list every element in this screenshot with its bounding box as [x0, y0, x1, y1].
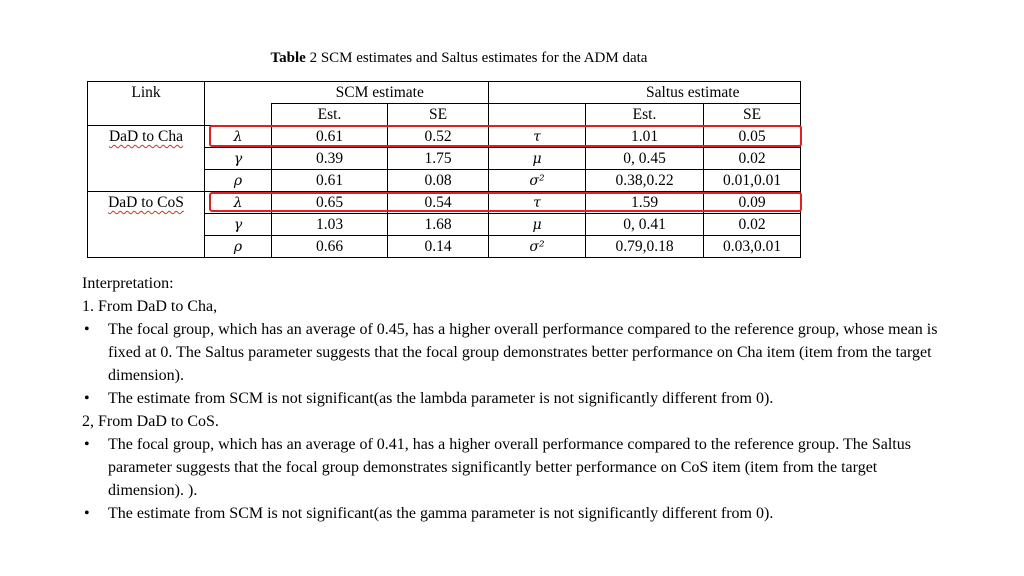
- saltus-est: 0, 0.41: [586, 214, 704, 236]
- estimates-table: [87, 81, 801, 258]
- row-link: [88, 126, 205, 148]
- highlight-box-cha: [209, 125, 802, 147]
- saltus-se: 0.09: [704, 192, 801, 214]
- scm-symbol: ρ: [205, 236, 272, 258]
- scm-se: 0.54: [388, 192, 489, 214]
- header-row: [88, 82, 801, 104]
- bullet-text: The focal group, which has an average of 0.41, has a higher overall performance compared to the reference group. The Saltus parameter suggests that the focal group demonstrates significantly better performance on CoS item (item from the target dimension). ).: [108, 436, 911, 499]
- bullet-item: [82, 502, 952, 525]
- saltus-symbol: τ: [489, 192, 586, 214]
- saltus-se: 0.01,0.01: [704, 170, 801, 192]
- row-link: [88, 214, 205, 236]
- interpretation-title: Interpretation:: [82, 275, 174, 292]
- header-scm: SCM estimate: [272, 82, 489, 104]
- caption-label: Table: [270, 50, 306, 66]
- row-link: [88, 192, 205, 214]
- scm-se: 1.75: [388, 148, 489, 170]
- scm-se: 0.14: [388, 236, 489, 258]
- row-link: [88, 236, 205, 258]
- saltus-se: 0.02: [704, 148, 801, 170]
- section-heading: 1. From DaD to Cha,: [82, 298, 218, 315]
- table-row: [88, 236, 801, 258]
- subheader-row: [88, 104, 801, 126]
- scm-est: 0.61: [272, 170, 388, 192]
- row-link-text: DaD to Cha: [108, 127, 184, 145]
- section-heading: 2, From DaD to CoS.: [82, 413, 219, 430]
- scm-symbol: λ: [205, 192, 272, 214]
- caption-text: 2 SCM estimates and Saltus estimates for the ADM data: [309, 50, 648, 66]
- table-row: [88, 148, 801, 170]
- row-link: [88, 170, 205, 192]
- subheader-scm-sym: [205, 104, 272, 126]
- table-row: [88, 214, 801, 236]
- saltus-symbol: μ: [489, 148, 586, 170]
- header-link: Link: [88, 82, 205, 104]
- bullet-icon: •: [84, 321, 90, 338]
- highlight-box-cos: [209, 192, 802, 212]
- scm-symbol: ρ: [205, 170, 272, 192]
- row-link: [88, 148, 205, 170]
- saltus-se: 0.03,0.01: [704, 236, 801, 258]
- subheader-link: [88, 104, 205, 126]
- scm-se: 0.08: [388, 170, 489, 192]
- interpretation: [82, 272, 952, 525]
- bullet-text: The estimate from SCM is not significant(as the gamma parameter is not significantly different from 0).: [108, 505, 774, 522]
- saltus-symbol: μ: [489, 214, 586, 236]
- bullet-text: The estimate from SCM is not significant(as the lambda parameter is not significantly different from 0).: [108, 390, 774, 407]
- row-link-text: DaD to CoS: [108, 193, 184, 211]
- saltus-symbol: τ: [489, 126, 586, 148]
- table-row: [88, 170, 801, 192]
- saltus-symbol: σ²: [489, 236, 586, 258]
- bullet-item: [82, 318, 952, 387]
- scm-se: 1.68: [388, 214, 489, 236]
- scm-symbol: λ: [205, 126, 272, 148]
- header-saltus-sym: [489, 82, 586, 104]
- subheader-saltus-se: SE: [704, 104, 801, 126]
- scm-est: 0.65: [272, 192, 388, 214]
- scm-est: 1.03: [272, 214, 388, 236]
- subheader-scm-est: Est.: [272, 104, 388, 126]
- saltus-est: 1.01: [586, 126, 704, 148]
- scm-symbol: γ: [205, 148, 272, 170]
- scm-est: 0.39: [272, 148, 388, 170]
- bullet-icon: •: [84, 436, 90, 453]
- subheader-scm-se: SE: [388, 104, 489, 126]
- header-scm-sym: [205, 82, 272, 104]
- bullet-icon: •: [84, 505, 90, 522]
- scm-se: 0.52: [388, 126, 489, 148]
- saltus-est: 1.59: [586, 192, 704, 214]
- bullet-item: [82, 433, 952, 502]
- scm-est: 0.61: [272, 126, 388, 148]
- saltus-est: 0, 0.45: [586, 148, 704, 170]
- table-caption: [0, 50, 918, 67]
- saltus-est: 0.79,0.18: [586, 236, 704, 258]
- saltus-se: 0.05: [704, 126, 801, 148]
- subheader-saltus-est: Est.: [586, 104, 704, 126]
- scm-symbol: γ: [205, 214, 272, 236]
- scm-est: 0.66: [272, 236, 388, 258]
- saltus-se: 0.02: [704, 214, 801, 236]
- saltus-est: 0.38,0.22: [586, 170, 704, 192]
- subheader-saltus-sym: [489, 104, 586, 126]
- saltus-symbol: σ²: [489, 170, 586, 192]
- bullet-item: [82, 387, 952, 410]
- header-saltus: Saltus estimate: [586, 82, 801, 104]
- bullet-text: The focal group, which has an average of 0.45, has a higher overall performance compared to the reference group, whose mean is fixed at 0. The Saltus parameter suggests that the focal group demonstrates better performance on Cha item (item from the target dimension).: [108, 321, 938, 384]
- bullet-icon: •: [84, 390, 90, 407]
